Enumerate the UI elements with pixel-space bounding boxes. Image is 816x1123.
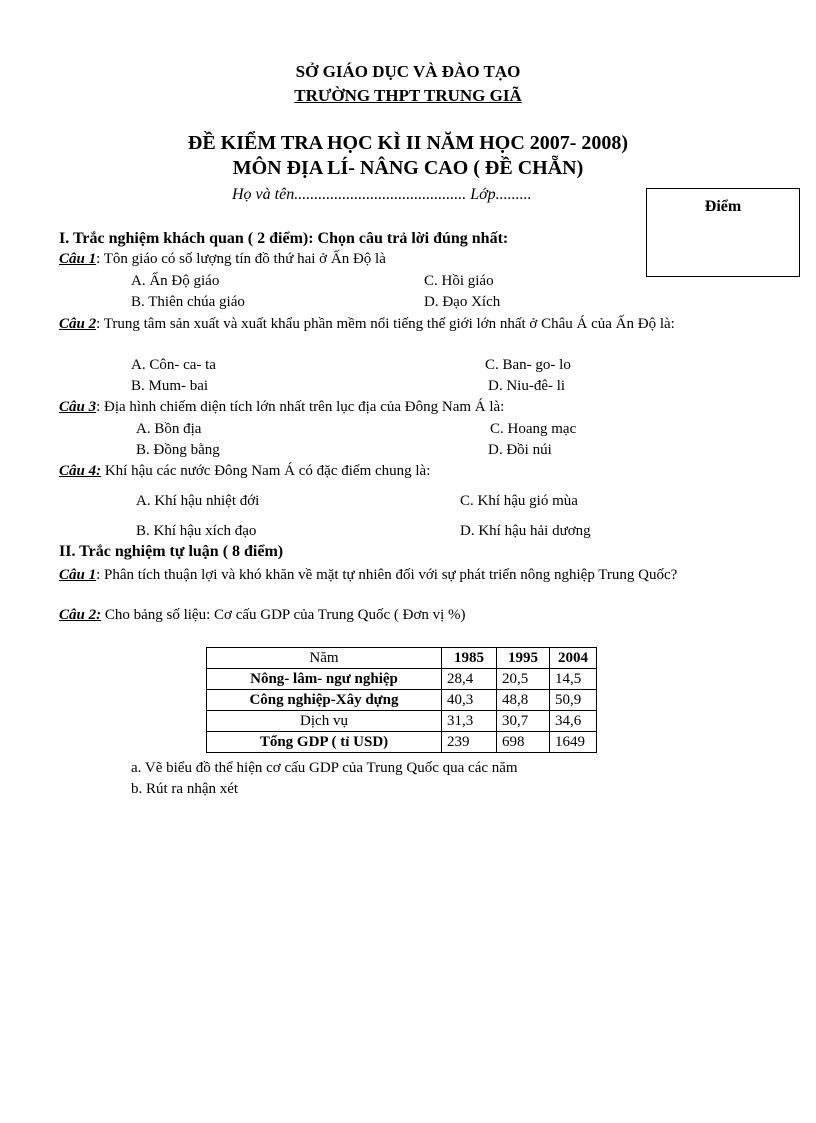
table-row — [207, 669, 597, 690]
table-cell: 239 — [442, 732, 497, 753]
table-row — [207, 732, 597, 753]
section1-heading: I. Trắc nghiệm khách quan ( 2 điểm): Chọn câu trả lời đúng nhất: — [59, 230, 509, 247]
school-header: TRƯỜNG THPT TRUNG GIÃ — [294, 86, 522, 105]
table-header-cell: 2004 — [550, 648, 597, 669]
essay-question-2-text: Cho bảng số liệu: Cơ cấu GDP của Trung Quốc ( Đơn vị %) — [101, 607, 466, 623]
question-1-label: Câu 1 — [59, 251, 97, 267]
row-label: Nông- lâm- ngư nghiệp — [207, 669, 442, 690]
table-cell: 1649 — [550, 732, 597, 753]
task-b: b. Rút ra nhận xét — [131, 781, 239, 797]
q4-option-b: B. Khí hậu xích đạo — [136, 523, 257, 539]
table-cell: 40,3 — [442, 690, 497, 711]
question-3-text: : Địa hình chiếm diện tích lớn nhất trên lục địa của Đông Nam Á là: — [96, 399, 505, 415]
row-label: Công nghiệp-Xây dựng — [207, 690, 442, 711]
table-cell: 48,8 — [497, 690, 550, 711]
essay-question-2-label: Câu 2: — [59, 607, 102, 623]
q3-option-d: D. Đồi núi — [488, 442, 552, 458]
q2-option-c: C. Ban- go- lo — [485, 357, 571, 373]
row-label: Tổng GDP ( tỉ USD) — [207, 732, 442, 753]
table-header-cell: 1985 — [442, 648, 497, 669]
question-2-text: : Trung tâm sản xuất và xuất khẩu phần mềm nổi tiếng thế giới lớn nhất ở Châu Á của Ấn Độ là: — [96, 316, 675, 332]
q2-option-b: B. Mum- bai — [131, 378, 209, 394]
q1-option-d: D. Đạo Xích — [424, 294, 501, 310]
table-header-cell: Năm — [207, 648, 442, 669]
exam-title: ĐỀ KIỂM TRA HỌC KÌ II NĂM HỌC 2007- 2008) — [187, 132, 629, 154]
q1-option-c: C. Hồi giáo — [424, 273, 494, 289]
question-1 — [59, 251, 386, 268]
question-4 — [59, 463, 430, 480]
table-cell: 30,7 — [497, 711, 550, 732]
q4-option-c: C. Khí hậu gió mùa — [460, 493, 578, 509]
question-4-label: Câu 4: — [59, 463, 102, 479]
q2-option-a: A. Côn- ca- ta — [131, 357, 216, 373]
score-box — [646, 188, 800, 277]
question-1-text: : Tôn giáo có số lượng tín đồ thứ hai ở Ấn Độ là — [96, 251, 386, 267]
q1-option-b: B. Thiên chúa giáo — [131, 294, 245, 310]
table-header-row — [207, 648, 597, 669]
table-cell: 698 — [497, 732, 550, 753]
row-label: Dịch vụ — [207, 711, 442, 732]
table-cell: 28,4 — [442, 669, 497, 690]
question-3-label: Câu 3 — [59, 399, 97, 415]
essay-question-2 — [59, 607, 466, 624]
table-cell: 20,5 — [497, 669, 550, 690]
q4-option-d: D. Khí hậu hải dương — [460, 523, 591, 539]
question-4-text: Khí hậu các nước Đông Nam Á có đặc điểm chung là: — [101, 463, 431, 479]
name-class-line: Họ và tên........................................... Lớp......... — [232, 186, 532, 203]
question-2 — [59, 314, 757, 334]
score-label: Điểm — [704, 198, 742, 215]
essay-question-1 — [59, 565, 757, 585]
q3-option-a: A. Bồn địa — [136, 421, 202, 437]
table-cell: 31,3 — [442, 711, 497, 732]
essay-question-1-label: Câu 1 — [59, 567, 97, 583]
q4-option-a: A. Khí hậu nhiệt đới — [136, 493, 260, 509]
q3-option-b: B. Đồng bằng — [136, 442, 220, 458]
question-2-label: Câu 2 — [59, 316, 97, 332]
gdp-structure-table — [206, 647, 597, 753]
question-3 — [59, 399, 504, 416]
exam-subtitle: MÔN ĐỊA LÍ- NÂNG CAO ( ĐỀ CHẴN) — [232, 157, 584, 179]
task-a: a. Vẽ biểu đồ thể hiện cơ cấu GDP của Trung Quốc qua các năm — [131, 760, 518, 776]
table-cell: 14,5 — [550, 669, 597, 690]
table-cell: 34,6 — [550, 711, 597, 732]
q2-option-d: D. Niu-đê- li — [488, 378, 566, 394]
section2-heading: II. Trắc nghiệm tự luận ( 8 điểm) — [59, 543, 284, 560]
department-header: SỞ GIÁO DỤC VÀ ĐÀO TẠO — [295, 62, 521, 81]
table-row — [207, 690, 597, 711]
essay-question-1-text: : Phân tích thuận lợi và khó khăn về mặt tự nhiên đối với sự phát triển nông nghiệp Trung Quốc? — [96, 567, 678, 583]
q1-option-a: A. Ấn Độ giáo — [131, 273, 220, 289]
q3-option-c: C. Hoang mạc — [490, 421, 577, 437]
table-cell: 50,9 — [550, 690, 597, 711]
table-row — [207, 711, 597, 732]
table-header-cell: 1995 — [497, 648, 550, 669]
